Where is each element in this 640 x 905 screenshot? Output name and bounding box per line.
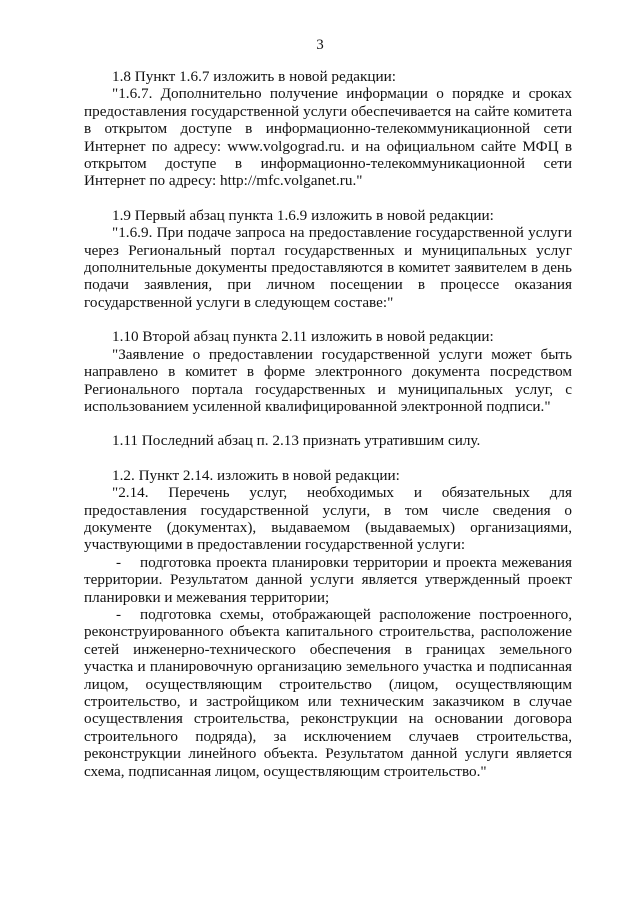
section-1-2 [84,467,572,780]
section-1-9 [84,207,572,311]
section-heading: 1.10 Второй абзац пункта 2.11 изложить в новой редакции: [112,328,494,346]
section-quote: "2.14. Перечень услуг, необходимых и обязательных для предоставления государственной услуги, в том числе сведения о документе (документах), выдаваемом (выдаваемых) организациями, участвующими в предоставлении государственной услуги: [84,484,572,554]
section-1-11 [84,432,572,449]
list-item-text: подготовка схемы, отображающей расположение построенного, реконструированного объекта капитального строительства, расположение сетей инженерно-технического обеспечения в границах земельного участка и планировочную организацию земельного участка и подписанная лицом, осуществляющим строительство (лицом, осуществляющим строительство, и застройщиком или техническим заказчиком в случае осуществления строительства, реконструкции на основании договора строительного подряда), за исключением случаев строительства, реконструкции линейного объекта. Результатом данной услуги является схема, подписанная лицом, осуществляющим строительство." [84,605,572,780]
list-item-text: подготовка проекта планировки территории и проекта межевания территории. Результатом данной услуги является утвержденный проект планировки и межевания территории; [84,553,572,606]
section-heading: 1.8 Пункт 1.6.7 изложить в новой редакции: [112,68,397,85]
list-item [84,606,572,780]
section-quote: "1.6.9. При подаче запроса на предоставление государственной услуги через Региональный портал государственных и муниципальных услуг дополнительные документы предоставляются в комитет заявителем в день подачи заявления, при личном посещении в процессе оказания государственной услуги в следующем составе:" [84,224,572,311]
list-item [84,554,572,606]
section-quote: "1.6.7. Дополнительно получение информации о порядке и сроках предоставления государственной услуги обеспечивается на сайте комитета в открытом доступе в информационно-телекоммуникационной сети Интернет по адресу: www.volgograd.ru. и на официальном сайте МФЦ в открытом доступе в информационно-телекоммуникационной сети Интернет по адресу: http://mfc.volganet.ru." [84,85,572,190]
list-dash: - [116,553,122,571]
section-quote: "Заявление о предоставлении государственной услуги может быть направлено в комитет в форме электронного документа посредством Регионального портала государственных и муниципальных услуг, с использованием усиленной квалифицированной электронной подписи." [84,345,572,415]
page-number: 3 [316,37,324,53]
section-1-10 [84,328,572,415]
section-1-8 [84,68,572,190]
section-heading: 1.9 Первый абзац пункта 1.6.9 изложить в новой редакции: [112,206,494,224]
list-dash: - [116,605,122,623]
section-heading: 1.11 Последний абзац п. 2.13 признать утратившим силу. [112,432,481,450]
document-body [84,68,572,797]
section-heading: 1.2. Пункт 2.14. изложить в новой редакции: [112,466,400,484]
